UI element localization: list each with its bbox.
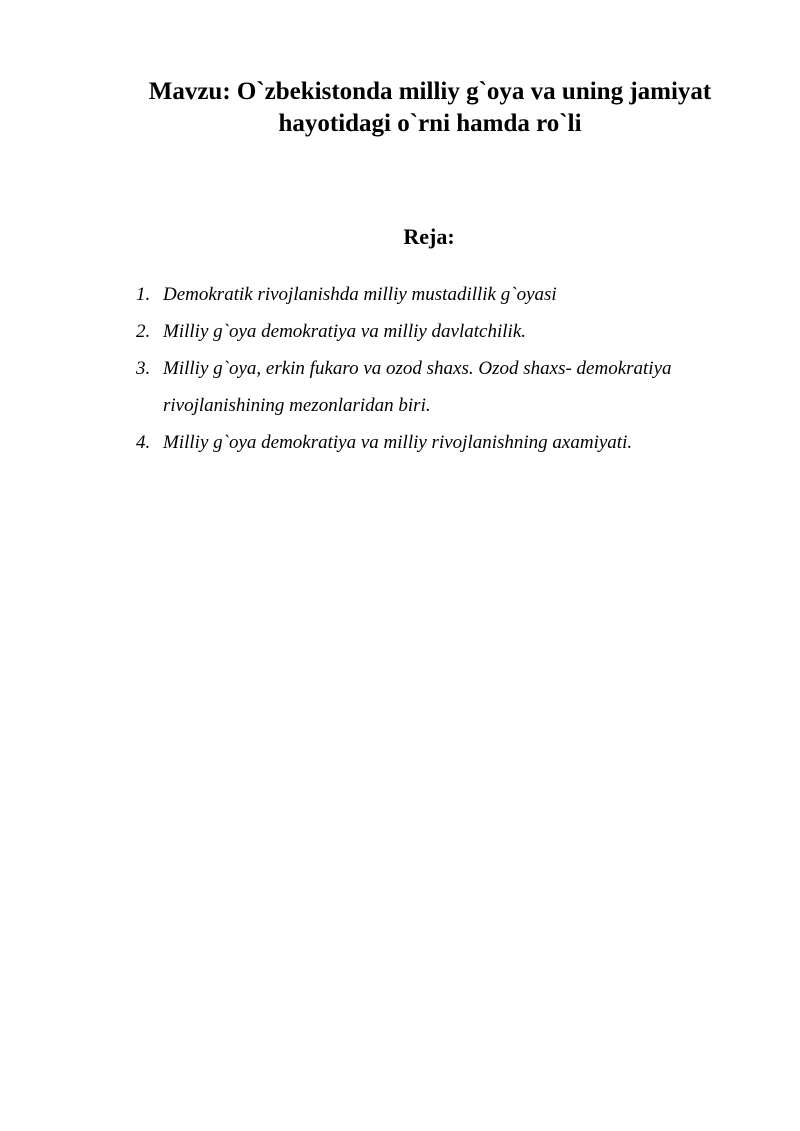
- document-title: [100, 76, 760, 140]
- plan-item-1: [136, 276, 756, 313]
- plan-item-number: 1.: [136, 284, 151, 305]
- plan-item-number: 2.: [136, 321, 151, 342]
- plan-item-2: [136, 313, 756, 350]
- plan-item-text: Milliy g`oya demokratiya va milliy rivojlanishning axamiyati.: [163, 432, 633, 453]
- plan-item-number: 4.: [136, 432, 151, 453]
- title-line-2: hayotidagi o`rni hamda ro`li: [278, 110, 582, 137]
- plan-list: [136, 276, 756, 461]
- plan-item-number: 3.: [136, 358, 151, 379]
- plan-item-4: [136, 424, 756, 461]
- plan-item-text: Milliy g`oya demokratiya va milliy davlatchilik.: [163, 321, 527, 342]
- title-line-1: Mavzu: O`zbekistonda milliy g`oya va uning jamiyat: [148, 78, 712, 105]
- plan-heading: Reja:: [403, 224, 455, 249]
- plan-item-text: Milliy g`oya, erkin fukaro va ozod shaxs. Ozod shaxs- demokratiya rivojlanishining mezonlaridan biri.: [163, 358, 672, 416]
- plan-item-text: Demokratik rivojlanishda milliy mustadillik g`oyasi: [163, 284, 557, 305]
- plan-item-3: [136, 350, 756, 424]
